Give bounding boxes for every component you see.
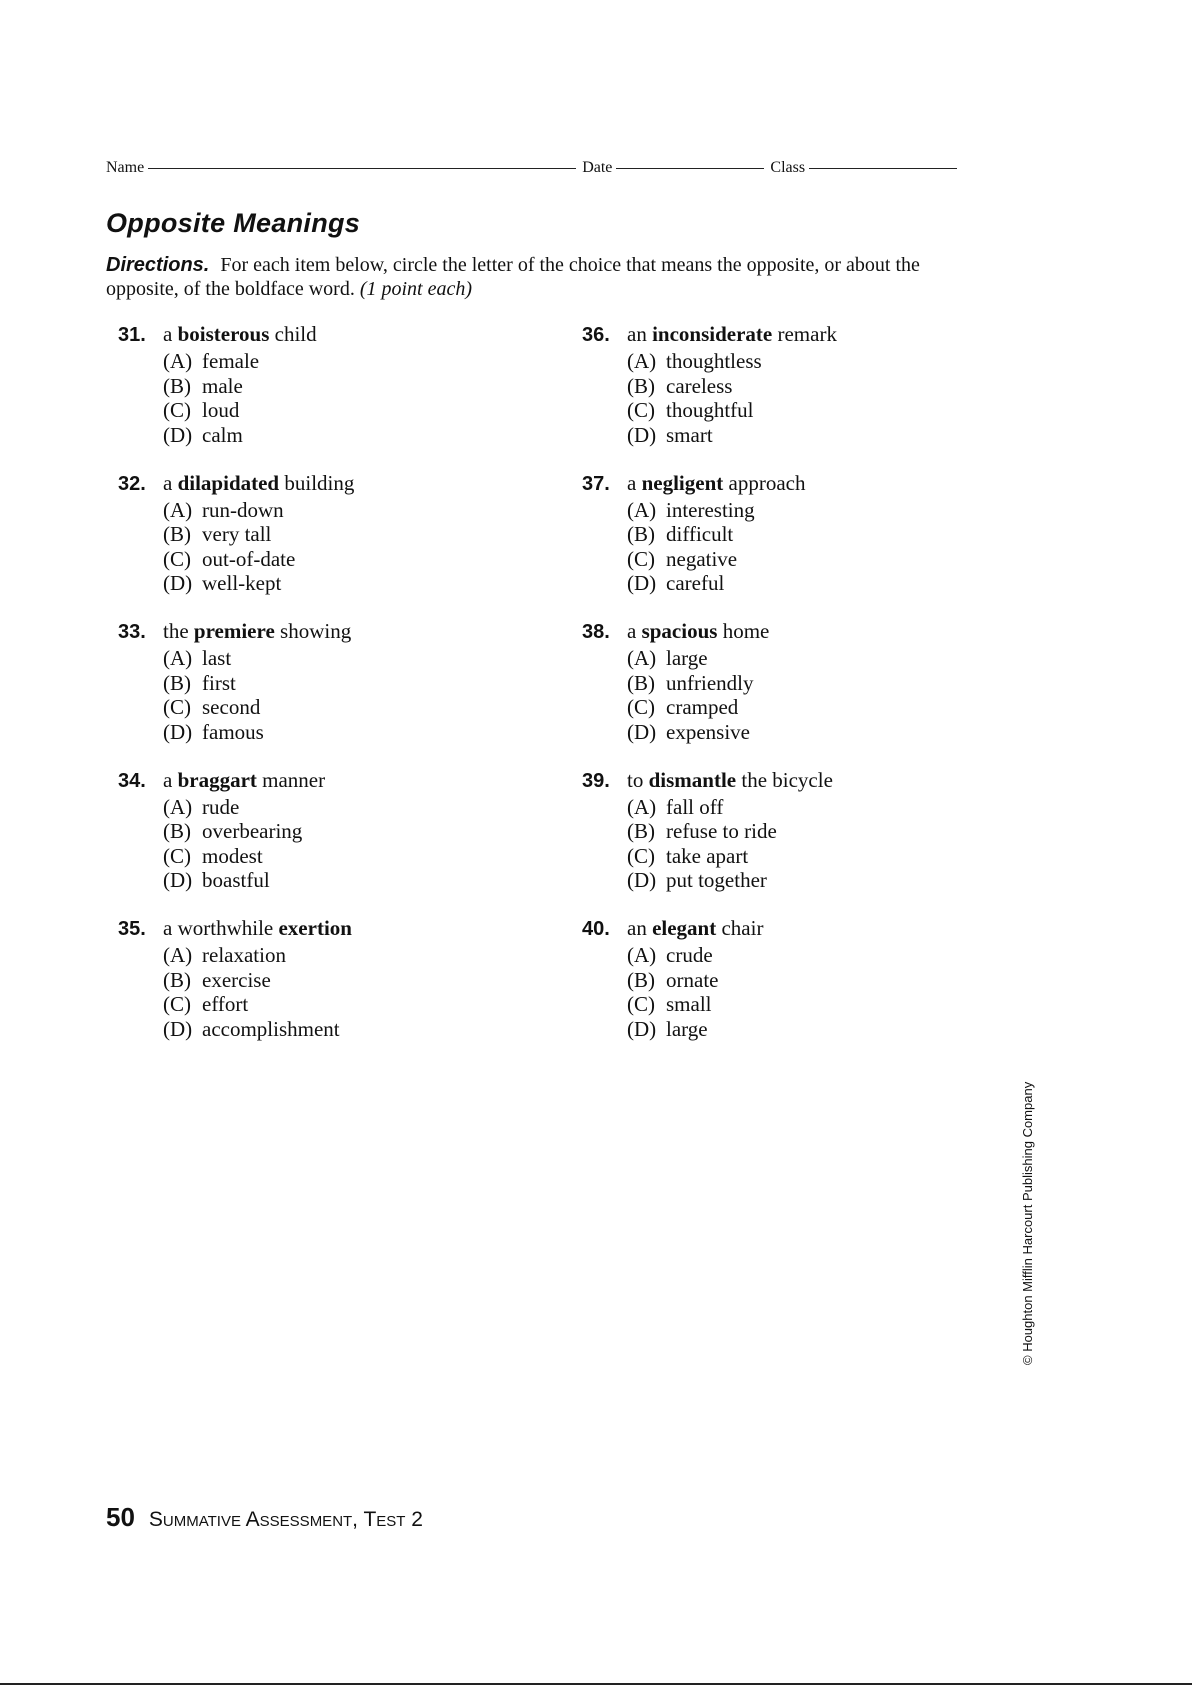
prompt-text-before: the (163, 619, 189, 643)
question-prompt (118, 322, 354, 347)
choice-letter[interactable]: (D) (163, 868, 193, 893)
student-info-header (106, 159, 986, 177)
question-prompt (582, 471, 837, 496)
choice-text: small (666, 992, 712, 1017)
questions-right-column (582, 322, 837, 1065)
directions (106, 253, 996, 301)
choice-text: male (202, 373, 243, 398)
question-item (582, 322, 837, 471)
choice-list (627, 795, 837, 893)
date-blank[interactable] (616, 167, 764, 169)
choice-text: first (202, 670, 236, 695)
choice-text: fall off (666, 794, 724, 819)
choice-letter[interactable]: (A) (627, 943, 657, 967)
answer-choice[interactable] (627, 720, 837, 745)
choice-text: ornate (666, 967, 719, 992)
class-blank[interactable] (809, 167, 957, 169)
answer-choice[interactable] (163, 571, 354, 596)
question-prompt (582, 768, 837, 793)
choice-text: last (202, 646, 232, 670)
answer-choice[interactable] (163, 374, 354, 399)
choice-text: careful (666, 571, 725, 596)
answer-choice[interactable] (627, 819, 837, 844)
answer-choice[interactable] (163, 646, 354, 671)
choice-text: cramped (666, 695, 739, 720)
prompt-text-after: child (274, 322, 317, 346)
question-item (582, 471, 837, 620)
choice-text: negative (666, 546, 738, 571)
choice-text: rude (202, 794, 240, 819)
choice-letter[interactable]: (B) (627, 373, 655, 398)
boldface-word: premiere (193, 619, 275, 643)
choice-text: well-kept (202, 571, 282, 596)
boldface-word: elegant (652, 916, 717, 940)
answer-choice[interactable] (627, 374, 837, 399)
answer-choice[interactable] (627, 795, 837, 820)
choice-list (627, 646, 837, 744)
prompt-text-before: a (163, 322, 173, 346)
answer-choice[interactable] (163, 992, 354, 1017)
questions-left-column (118, 322, 354, 1065)
choice-list (163, 498, 354, 596)
choice-text: boastful (202, 868, 270, 893)
directions-label: Directions. (106, 254, 210, 276)
answer-choice[interactable] (163, 349, 354, 374)
choice-letter[interactable]: (D) (163, 719, 193, 744)
answer-choice[interactable] (627, 547, 837, 572)
answer-choice[interactable] (627, 671, 837, 696)
choice-letter[interactable]: (A) (627, 646, 657, 670)
choice-letter[interactable]: (C) (627, 992, 655, 1017)
choice-text: female (202, 349, 260, 373)
choice-letter[interactable]: (A) (163, 349, 193, 373)
prompt-text-before: an (627, 322, 647, 346)
question-item (582, 768, 837, 917)
choice-list (163, 646, 354, 744)
choice-letter[interactable]: (B) (163, 967, 191, 992)
name-blank[interactable] (148, 167, 576, 169)
answer-choice[interactable] (163, 398, 354, 423)
choice-list (163, 795, 354, 893)
question-prompt (118, 619, 354, 644)
prompt-text-before: an (627, 916, 647, 940)
choice-letter[interactable]: (D) (163, 422, 193, 447)
prompt-text-after: chair (721, 916, 764, 940)
prompt-text-after: showing (280, 619, 352, 643)
choice-letter[interactable]: (D) (627, 719, 657, 744)
answer-choice[interactable] (163, 968, 354, 993)
choice-text: interesting (666, 497, 755, 522)
choice-text: expensive (666, 719, 750, 744)
prompt-text-after: home (722, 619, 770, 643)
choice-text: put together (666, 868, 767, 893)
choice-text: second (202, 695, 261, 720)
question-item (118, 322, 354, 471)
choice-text: modest (202, 843, 263, 868)
choice-letter[interactable]: (A) (163, 943, 193, 967)
choice-text: effort (202, 992, 249, 1017)
choice-text: relaxation (202, 943, 286, 967)
answer-choice[interactable] (627, 423, 837, 448)
question-number: 39. (582, 769, 610, 792)
choice-letter[interactable]: (D) (627, 422, 657, 447)
answer-choice[interactable] (627, 695, 837, 720)
answer-choice[interactable] (163, 795, 354, 820)
answer-choice[interactable] (163, 522, 354, 547)
question-prompt (582, 619, 837, 644)
boldface-word: braggart (177, 767, 257, 792)
boldface-word: negligent (641, 470, 724, 495)
choice-letter[interactable]: (B) (163, 522, 191, 547)
choice-letter[interactable]: (A) (627, 794, 657, 819)
question-number: 38. (582, 621, 610, 643)
answer-choice[interactable] (163, 720, 354, 745)
answer-choice[interactable] (627, 398, 837, 423)
choice-letter[interactable]: (B) (627, 967, 655, 992)
answer-choice[interactable] (627, 992, 837, 1017)
choice-text: careless (666, 373, 733, 398)
choice-text: unfriendly (666, 670, 754, 695)
choice-text: thoughtless (666, 349, 762, 373)
answer-choice[interactable] (163, 868, 354, 893)
question-prompt (118, 768, 354, 793)
boldface-word: exertion (278, 916, 352, 940)
question-item (582, 619, 837, 768)
choice-letter[interactable]: (A) (163, 497, 193, 522)
question-number: 35. (118, 918, 146, 940)
question-number: 33. (118, 621, 146, 643)
question-prompt (582, 322, 837, 347)
choice-letter[interactable]: (C) (627, 398, 655, 423)
prompt-text-before: to (627, 767, 644, 792)
choice-text: calm (202, 422, 243, 447)
choice-letter[interactable]: (D) (163, 1016, 193, 1041)
choice-letter[interactable]: (C) (163, 398, 191, 423)
answer-choice[interactable] (163, 1017, 354, 1042)
page-title: Opposite Meanings (106, 208, 361, 238)
date-label: Date (582, 159, 613, 176)
boldface-word: inconsiderate (652, 322, 773, 346)
choice-letter[interactable]: (C) (163, 843, 191, 868)
answer-choice[interactable] (627, 943, 837, 968)
choice-letter[interactable]: (A) (163, 794, 193, 819)
question-number: 36. (582, 324, 610, 346)
prompt-text-before: a (627, 470, 637, 495)
choice-text: take apart (666, 843, 749, 868)
choice-text: large (666, 646, 708, 670)
points-note: (1 point each) (359, 278, 473, 300)
prompt-text-after: approach (728, 470, 806, 495)
choice-text: exercise (202, 967, 271, 992)
boldface-word: dilapidated (177, 470, 280, 495)
answer-choice[interactable] (163, 819, 354, 844)
choice-letter[interactable]: (A) (627, 497, 657, 522)
choice-list (627, 943, 837, 1041)
choice-list (163, 943, 354, 1041)
choice-text: famous (202, 719, 264, 744)
choice-letter[interactable]: (C) (163, 992, 191, 1017)
choice-letter[interactable]: (C) (627, 695, 655, 720)
answer-choice[interactable] (163, 498, 354, 523)
answer-choice[interactable] (627, 646, 837, 671)
choice-text: difficult (666, 522, 734, 547)
answer-choice[interactable] (163, 547, 354, 572)
choice-letter[interactable]: (B) (163, 819, 191, 844)
question-item (582, 916, 837, 1065)
choice-text: very tall (202, 522, 272, 547)
choice-letter[interactable]: (C) (163, 546, 191, 571)
choice-text: out-of-date (202, 546, 296, 571)
directions-text: For each item below, circle the letter of the choice that means the opposite, or about the opposite, of the boldface word. (106, 254, 920, 300)
question-number: 32. (118, 472, 146, 495)
boldface-word: boisterous (177, 322, 270, 346)
answer-choice[interactable] (163, 943, 354, 968)
choice-letter[interactable]: (D) (627, 1016, 657, 1041)
choice-text: large (666, 1016, 708, 1041)
choice-letter[interactable]: (D) (163, 571, 193, 596)
class-label: Class (770, 159, 806, 176)
answer-choice[interactable] (627, 349, 837, 374)
answer-choice[interactable] (627, 522, 837, 547)
question-item (118, 916, 354, 1065)
prompt-text-before: a (163, 470, 173, 495)
question-prompt (118, 471, 354, 496)
copyright-notice: © Houghton Mifflin Harcourt Publishing Company (1020, 1081, 1035, 1365)
choice-letter[interactable]: (A) (627, 349, 657, 373)
choice-letter[interactable]: (B) (163, 670, 191, 695)
page-number: 50 (106, 1502, 135, 1532)
answer-choice[interactable] (627, 968, 837, 993)
answer-choice[interactable] (627, 571, 837, 596)
choice-list (627, 349, 837, 447)
choice-text: accomplishment (202, 1016, 340, 1041)
choice-letter[interactable]: (B) (163, 373, 191, 398)
prompt-text-after: the bicycle (741, 767, 833, 792)
question-prompt (118, 916, 354, 941)
question-number: 31. (118, 324, 146, 346)
footer-title: Summative Assessment, Test 2 (148, 1508, 423, 1531)
choice-text: overbearing (202, 819, 303, 844)
choice-text: crude (666, 943, 713, 967)
question-item (118, 471, 354, 620)
boldface-word: dismantle (648, 767, 737, 792)
question-prompt (582, 916, 837, 941)
choice-letter[interactable]: (A) (163, 646, 193, 670)
choice-letter[interactable]: (B) (627, 819, 655, 844)
choice-text: thoughtful (666, 398, 754, 423)
prompt-text-after: building (284, 470, 355, 495)
prompt-text-after: manner (262, 767, 326, 792)
choice-text: refuse to ride (666, 819, 777, 844)
choice-text: smart (666, 422, 713, 447)
prompt-text-after: remark (777, 322, 837, 346)
choice-text: run-down (202, 497, 284, 522)
choice-list (627, 498, 837, 596)
answer-choice[interactable] (627, 498, 837, 523)
choice-letter[interactable]: (B) (627, 522, 655, 547)
answer-choice[interactable] (163, 423, 354, 448)
prompt-text-before: a (627, 619, 637, 643)
answer-choice[interactable] (627, 844, 837, 869)
choice-letter[interactable]: (B) (627, 670, 655, 695)
question-number: 40. (582, 918, 610, 940)
choice-letter[interactable]: (D) (627, 868, 657, 893)
choice-text: loud (202, 398, 240, 423)
choice-letter[interactable]: (C) (627, 843, 655, 868)
prompt-text-before: a worthwhile (163, 916, 274, 940)
page-footer (106, 1502, 423, 1533)
question-number: 37. (582, 472, 610, 495)
choice-letter[interactable]: (C) (627, 546, 655, 571)
choice-letter[interactable]: (D) (627, 571, 657, 596)
name-label: Name (106, 159, 145, 176)
boldface-word: spacious (641, 619, 718, 643)
choice-list (163, 349, 354, 447)
choice-letter[interactable]: (C) (163, 695, 191, 720)
answer-choice[interactable] (163, 844, 354, 869)
answer-choice[interactable] (627, 868, 837, 893)
question-item (118, 619, 354, 768)
answer-choice[interactable] (163, 671, 354, 696)
answer-choice[interactable] (627, 1017, 837, 1042)
prompt-text-before: a (163, 767, 173, 792)
answer-choice[interactable] (163, 695, 354, 720)
question-number: 34. (118, 769, 146, 792)
question-item (118, 768, 354, 917)
